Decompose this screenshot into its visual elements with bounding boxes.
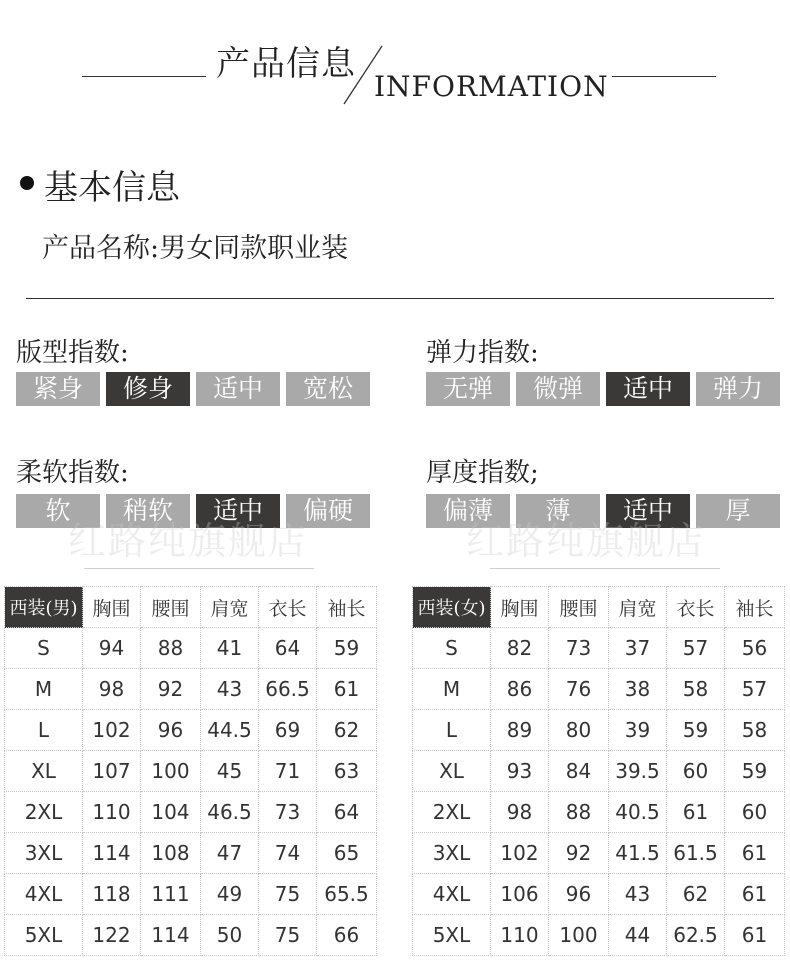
value-cell: 56	[725, 628, 785, 669]
value-cell: 118	[83, 874, 141, 915]
size-cell: 4XL	[413, 874, 491, 915]
value-cell: 102	[491, 833, 549, 874]
table-row	[413, 915, 785, 956]
table-row	[5, 792, 377, 833]
thickness-index-title: 厚度指数;	[426, 458, 539, 488]
product-name: 产品名称:男女同款职业装	[42, 233, 349, 264]
size-cell: XL	[413, 751, 491, 792]
value-cell: 41.5	[609, 833, 667, 874]
table-row	[413, 751, 785, 792]
value-cell: 61	[725, 915, 785, 956]
value-cell: 94	[83, 628, 141, 669]
value-cell: 60	[725, 792, 785, 833]
value-cell: 108	[141, 833, 201, 874]
size-cell: L	[413, 710, 491, 751]
table-row	[5, 833, 377, 874]
value-cell: 62	[667, 874, 725, 915]
header-cell: 腰围	[549, 587, 609, 628]
value-cell: 37	[609, 628, 667, 669]
value-cell: 61.5	[667, 833, 725, 874]
header-cell: 衣长	[259, 587, 317, 628]
table-row	[5, 628, 377, 669]
value-cell: 102	[83, 710, 141, 751]
size-cell: S	[413, 628, 491, 669]
value-cell: 66	[317, 915, 377, 956]
table-row	[413, 669, 785, 710]
value-cell: 100	[141, 751, 201, 792]
size-cell: 5XL	[5, 915, 83, 956]
value-cell: 65.5	[317, 874, 377, 915]
men-size-table	[4, 586, 377, 956]
thickness-option: 薄	[516, 494, 600, 528]
size-cell: M	[5, 669, 83, 710]
header-title-en: INFORMATION	[374, 70, 609, 103]
watermark: 红路纯旗舰店	[466, 519, 707, 563]
value-cell: 45	[201, 751, 259, 792]
value-cell: 46.5	[201, 792, 259, 833]
table-row	[5, 669, 377, 710]
value-cell: 69	[259, 710, 317, 751]
value-cell: 82	[491, 628, 549, 669]
value-cell: 43	[201, 669, 259, 710]
value-cell: 71	[259, 751, 317, 792]
header-cell: 衣长	[667, 587, 725, 628]
value-cell: 61	[317, 669, 377, 710]
size-cell: 3XL	[413, 833, 491, 874]
value-cell: 63	[317, 751, 377, 792]
value-cell: 39	[609, 710, 667, 751]
value-cell: 73	[259, 792, 317, 833]
value-cell: 80	[549, 710, 609, 751]
value-cell: 76	[549, 669, 609, 710]
value-cell: 110	[83, 792, 141, 833]
size-cell: XL	[5, 751, 83, 792]
value-cell: 88	[549, 792, 609, 833]
header-cell: 肩宽	[201, 587, 259, 628]
value-cell: 92	[141, 669, 201, 710]
header-title-cn: 产品信息	[216, 44, 356, 84]
value-cell: 93	[491, 751, 549, 792]
value-cell: 44	[609, 915, 667, 956]
value-cell: 96	[549, 874, 609, 915]
header-cell: 西装(女)	[413, 587, 491, 628]
value-cell: 58	[725, 710, 785, 751]
value-cell: 86	[491, 669, 549, 710]
value-cell: 84	[549, 751, 609, 792]
value-cell: 114	[83, 833, 141, 874]
value-cell: 64	[317, 792, 377, 833]
value-cell: 44.5	[201, 710, 259, 751]
fit-option-selected: 修身	[106, 372, 190, 406]
value-cell: 47	[201, 833, 259, 874]
section-title: 基本信息	[44, 168, 180, 208]
value-cell: 59	[317, 628, 377, 669]
table-row	[5, 710, 377, 751]
size-cell: 3XL	[5, 833, 83, 874]
value-cell: 73	[549, 628, 609, 669]
value-cell: 96	[141, 710, 201, 751]
value-cell: 98	[83, 669, 141, 710]
elastic-option: 微弹	[516, 372, 600, 406]
table-row	[413, 792, 785, 833]
value-cell: 100	[549, 915, 609, 956]
table-row	[5, 874, 377, 915]
value-cell: 107	[83, 751, 141, 792]
thickness-option: 厚	[696, 494, 780, 528]
header-cell: 胸围	[491, 587, 549, 628]
size-cell: 5XL	[413, 915, 491, 956]
softness-option: 软	[16, 494, 100, 528]
value-cell: 88	[141, 628, 201, 669]
table-row	[413, 710, 785, 751]
value-cell: 92	[549, 833, 609, 874]
value-cell: 62.5	[667, 915, 725, 956]
value-cell: 64	[259, 628, 317, 669]
value-cell: 50	[201, 915, 259, 956]
header-rule-right	[612, 76, 716, 77]
value-cell: 111	[141, 874, 201, 915]
table-row	[413, 833, 785, 874]
header-cell: 袖长	[725, 587, 785, 628]
table-row	[413, 628, 785, 669]
elastic-option: 弹力	[696, 372, 780, 406]
men-table-body	[5, 628, 377, 956]
value-cell: 110	[491, 915, 549, 956]
value-cell: 41	[201, 628, 259, 669]
elastic-index-options	[426, 372, 780, 406]
header-cell: 腰围	[141, 587, 201, 628]
value-cell: 106	[491, 874, 549, 915]
value-cell: 89	[491, 710, 549, 751]
value-cell: 40.5	[609, 792, 667, 833]
softness-option-selected: 适中	[196, 494, 280, 528]
value-cell: 74	[259, 833, 317, 874]
value-cell: 114	[141, 915, 201, 956]
fit-option: 适中	[196, 372, 280, 406]
fit-option: 宽松	[286, 372, 370, 406]
table-row	[5, 751, 377, 792]
header-cell: 肩宽	[609, 587, 667, 628]
header-cell: 胸围	[83, 587, 141, 628]
women-table-body	[413, 628, 785, 956]
table-header-row	[5, 587, 377, 628]
women-size-table	[412, 586, 785, 956]
value-cell: 39.5	[609, 751, 667, 792]
fit-index-options	[16, 372, 370, 406]
softness-index-title: 柔软指数:	[16, 458, 129, 488]
value-cell: 59	[725, 751, 785, 792]
value-cell: 60	[667, 751, 725, 792]
size-cell: 2XL	[413, 792, 491, 833]
size-cell: M	[413, 669, 491, 710]
watermark: 红路纯旗舰店	[68, 519, 309, 563]
size-cell: 2XL	[5, 792, 83, 833]
fit-index-title: 版型指数:	[16, 338, 129, 368]
divider	[26, 298, 774, 299]
thin-rule	[490, 568, 720, 569]
value-cell: 66.5	[259, 669, 317, 710]
softness-option: 稍软	[106, 494, 190, 528]
value-cell: 65	[317, 833, 377, 874]
value-cell: 57	[725, 669, 785, 710]
elastic-index-title: 弹力指数:	[426, 338, 539, 368]
value-cell: 58	[667, 669, 725, 710]
softness-option: 偏硬	[286, 494, 370, 528]
table-row	[5, 915, 377, 956]
value-cell: 38	[609, 669, 667, 710]
size-cell: S	[5, 628, 83, 669]
elastic-option: 无弹	[426, 372, 510, 406]
value-cell: 43	[609, 874, 667, 915]
fit-option: 紧身	[16, 372, 100, 406]
value-cell: 57	[667, 628, 725, 669]
table-row	[413, 874, 785, 915]
value-cell: 75	[259, 915, 317, 956]
thickness-option-selected: 适中	[606, 494, 690, 528]
header-cell: 袖长	[317, 587, 377, 628]
size-cell: 4XL	[5, 874, 83, 915]
value-cell: 61	[725, 874, 785, 915]
header-cell: 西装(男)	[5, 587, 83, 628]
value-cell: 122	[83, 915, 141, 956]
value-cell: 61	[667, 792, 725, 833]
elastic-option-selected: 适中	[606, 372, 690, 406]
thickness-option: 偏薄	[426, 494, 510, 528]
size-cell: L	[5, 710, 83, 751]
bullet-icon	[20, 176, 34, 190]
value-cell: 98	[491, 792, 549, 833]
value-cell: 59	[667, 710, 725, 751]
value-cell: 49	[201, 874, 259, 915]
value-cell: 62	[317, 710, 377, 751]
value-cell: 104	[141, 792, 201, 833]
value-cell: 75	[259, 874, 317, 915]
thin-rule	[84, 568, 314, 569]
table-header-row	[413, 587, 785, 628]
value-cell: 61	[725, 833, 785, 874]
